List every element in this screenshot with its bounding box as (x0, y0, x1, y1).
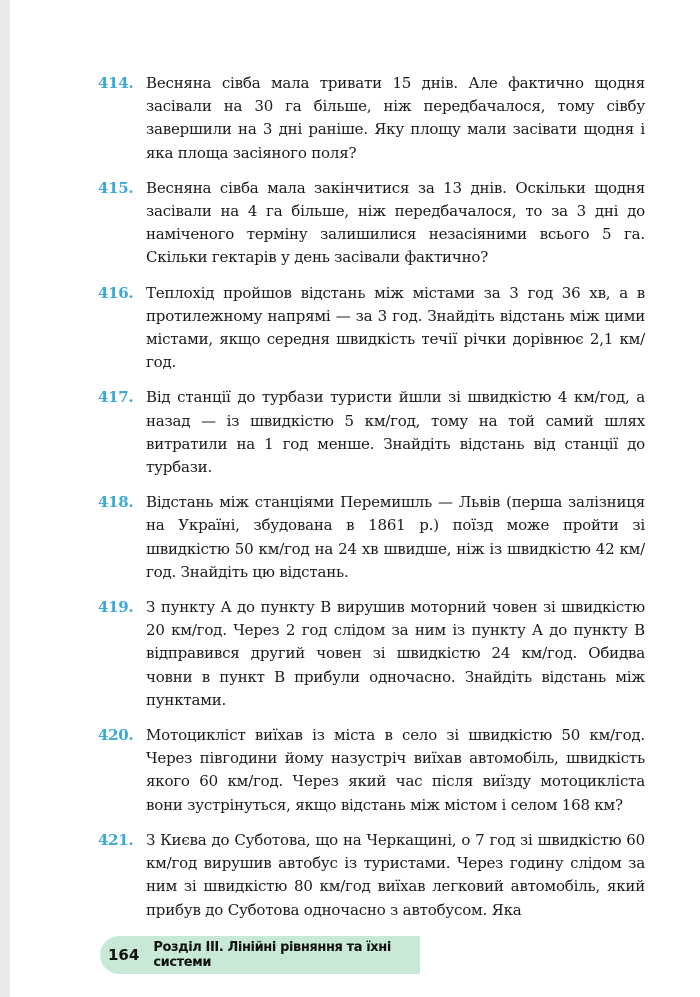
problem-415 (98, 177, 645, 270)
page-number: 164 (108, 946, 140, 964)
problem-416 (98, 282, 645, 375)
problem-text: Теплохід пройшов відстань між містами за 3 год 36 хв, а в протилежному напрямі — за 3 год. Знайдіть відстань між цими містами, якщо середня швидкість течії річки дорівнює 2,1 км/год. (146, 283, 645, 372)
problem-414 (98, 72, 645, 165)
problem-number: 415. (98, 178, 134, 197)
problem-number: 421. (98, 830, 134, 849)
problem-number: 419. (98, 598, 134, 617)
problem-text: Відстань між станціями Перемишль — Львів (перша залізниця на Україні, збудована в 1861 р.) поїзд може пройти зі швидкістю 50 км/год на 24 хв швидше, ніж із швидкістю 42 км/год. Знайдіть цю відстань. (146, 493, 645, 581)
problem-text: Весняна сівба мала тривати 15 днів. Але фактично щодня засівали на 30 га більше, ніж передбачалося, тому сівбу завершили на 3 дні раніше. Яку площу мали засівати щодня і яка площа засіяного поля? (146, 74, 645, 162)
problem-420 (98, 724, 645, 817)
problem-number: 417. (98, 388, 134, 407)
problem-list (98, 72, 645, 934)
problem-417 (98, 386, 645, 479)
problem-text: З Києва до Суботова, що на Черкащині, о 7 год зі швидкістю 60 км/год вирушив автобус із туристами. Через годину слідом за ним зі швидкістю 80 км/год виїхав легковий автомобіль, який прибув до Суботова одночасно з автобусом. Яка (146, 830, 645, 919)
problem-419 (98, 596, 645, 712)
problem-text: З пункту A до пункту B вирушив моторний човен зі швидкістю 20 км/год. Через 2 год слідом за ним із пункту A до пункту B відправився другий човен зі швидкістю 24 км/год. Обидва човни в пункт B прибули одночасно. Знайдіть відстань між пунктами. (146, 598, 645, 709)
problem-418 (98, 491, 645, 584)
problem-text: Мотоцикліст виїхав із міста в село зі швидкістю 50 км/год. Через півгодини йому назустріч виїхав автомобіль, швидкість якого 60 км/год. Через який час після виїзду мотоцикліста вони зустрінуться, якщо відстань між містом і селом 168 км? (146, 726, 645, 814)
problem-number: 420. (98, 726, 134, 745)
chapter-title: Розділ III. Лінійні рівняння та їхні системи (153, 940, 391, 970)
problem-text: Весняна сівба мала закінчитися за 13 днів. Оскільки щодня засівали на 4 га більше, ніж передбачалося, то за 3 дні до наміченого терміну залишилися незасіяними всього 5 га. Скільки гектарів у день засівали фактично? (146, 178, 645, 267)
problem-number: 416. (98, 283, 134, 302)
problem-number: 418. (98, 493, 134, 512)
problem-text: Від станції до турбази туристи йшли зі швидкістю 4 км/год, а назад — із швидкістю 5 км/год, тому на той самий шлях витратили на 1 год менше. Знайдіть відстань від станції до турбази. (146, 388, 645, 477)
page-edge-bar (0, 0, 10, 997)
problem-421 (98, 829, 645, 922)
page-footer (100, 936, 420, 974)
problem-number: 414. (98, 74, 134, 92)
